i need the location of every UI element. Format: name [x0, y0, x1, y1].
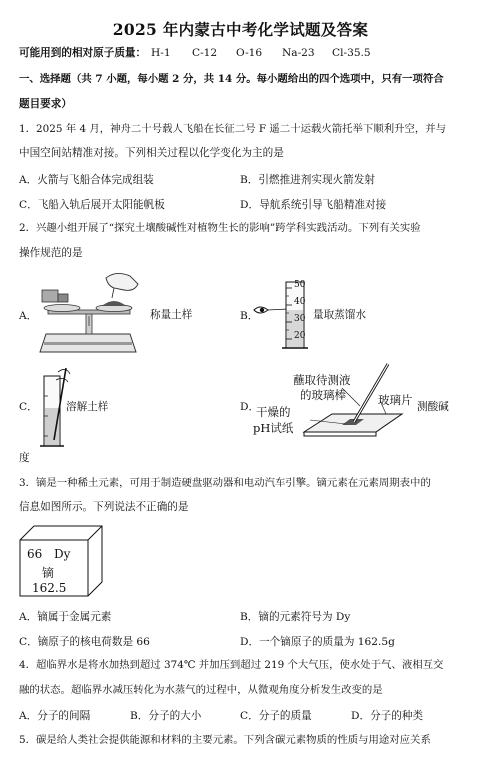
q3-option-c: C．镝原子的核电荷数是 66 — [19, 636, 150, 648]
q1-option-d: D．导航系统引导飞船精准对接 — [240, 199, 387, 211]
q5-stem-line1: 5．碳是给人类社会提供能源和材料的主要元素。下列含碳元素物质的性质与用途对应关系 — [19, 734, 431, 746]
q3-option-d: D．一个镝原子的质量为 162.5g — [240, 636, 395, 648]
page-title: 2025 年内蒙古中考化学试题及答案 — [112, 20, 369, 39]
q2-option-c-caption: 溶解土样 — [66, 401, 109, 413]
q4-stem-line1: 4．超临界水是将水加热到超过 374℃ 并加压到超过 219 个大气压，使水处于气、液相互交 — [19, 659, 444, 671]
q2-option-d-caption-cont: 度 — [19, 452, 30, 464]
q2-stem-line2: 操作规范的是 — [19, 247, 83, 259]
q4-stem-line2: 融的状态。超临界水减压转化为水蒸气的过程中，从微观角度分析发生改变的是 — [19, 684, 383, 696]
balance-illustration — [34, 268, 142, 356]
q3-option-a: A．镝属于金属元素 — [19, 611, 112, 623]
atomic-masses-label: 可能用到的相对原子质量： — [19, 47, 147, 59]
element-name: 镝 — [42, 566, 55, 580]
label-rod-line1: 蘸取待测液 — [293, 373, 351, 387]
q4-option-d: D．分子的种类 — [351, 710, 424, 722]
q3-stem-line2: 信息如图所示。下列说法不正确的是 — [19, 501, 189, 513]
q2-option-a-letter: A． — [19, 310, 38, 322]
q2-option-b-letter: B． — [240, 310, 259, 322]
cylinder-tick-20: 20 — [294, 331, 306, 341]
section-heading-line2: 题目要求） — [19, 98, 72, 110]
q4-option-b: B．分子的大小 — [130, 710, 202, 722]
label-glass-slide: 玻璃片 — [378, 393, 413, 407]
cylinder-tick-30: 30 — [294, 314, 306, 324]
q1-stem-line1: 1．2025 年 4 月，神舟二十号载人飞船在长征二号 F 遥二十运载火箭托举下顺利升空，并与 — [19, 123, 447, 135]
label-ph-paper-line1: 干燥的 — [256, 405, 291, 419]
mass-cl: Cl-35.5 — [332, 47, 371, 59]
label-rod-line2: 的玻璃棒 — [300, 388, 346, 402]
q2-option-c-letter: C． — [19, 401, 38, 413]
q2-option-d-letter: D． — [240, 401, 260, 413]
q1-option-a: A．火箭与飞船合体完成组装 — [19, 174, 154, 186]
section-heading-line1: 一、选择题（共 7 小题，每小题 2 分，共 14 分。每小题给出的四个选项中，只有一项符合 — [19, 73, 444, 85]
label-ph-paper-line2: pH试纸 — [253, 421, 294, 435]
cylinder-tick-40: 40 — [294, 297, 306, 307]
q2-option-a-caption: 称量土样 — [150, 309, 193, 321]
q1-option-c: C．飞船入轨后展开太阳能帆板 — [19, 199, 165, 211]
cylinder-tick-50: 50 — [294, 280, 306, 290]
q3-stem-line1: 3．镝是一种稀土元素，可用于制造硬盘驱动器和电动汽车引擎。镝元素在元素周期表中的 — [19, 477, 431, 489]
q4-option-a: A．分子的间隔 — [19, 710, 91, 722]
mass-h: H-1 — [151, 47, 171, 59]
mass-na: Na-23 — [282, 47, 315, 59]
element-mass: 162.5 — [32, 581, 67, 595]
q1-stem-line2: 中国空间站精准对接。下列相关过程以化学变化为主的是 — [19, 147, 284, 159]
q1-option-b: B．引燃推进剂实现火箭发射 — [240, 174, 375, 186]
q2-stem-line1: 2．兴趣小组开展了“探究土壤酸碱性对植物生长的影响”跨学科实践活动。下列有关实验 — [19, 222, 421, 234]
q2-option-d-caption: 测酸碱 — [417, 401, 449, 413]
q2-option-b-caption: 量取蒸馏水 — [313, 309, 366, 321]
element-symbol: Dy — [54, 547, 71, 561]
element-atomic-number: 66 — [27, 547, 43, 561]
q3-option-b: B．镝的元素符号为 Dy — [240, 611, 351, 623]
mass-o: O-16 — [236, 47, 263, 59]
mass-c: C-12 — [192, 47, 218, 59]
q4-option-c: C．分子的质量 — [240, 710, 312, 722]
